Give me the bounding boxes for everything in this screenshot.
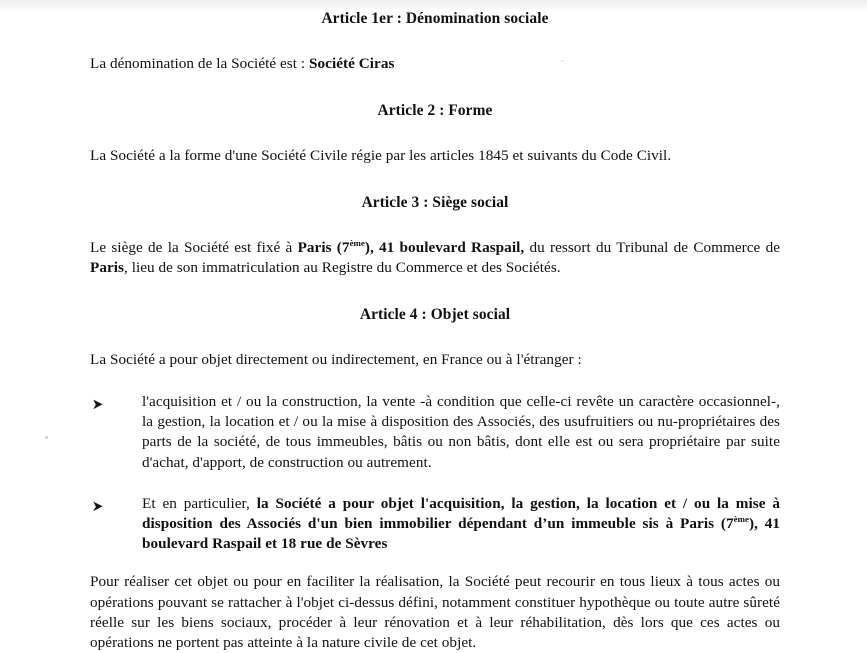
arrondissement-superscript: ème [733, 513, 749, 524]
list-item-text: l'acquisition et / ou la construction, la vente -à condition que celle-ci revête un caractère occasionnel-, la gestion, la location et / ou la mise à disposition des Associés, des usufruitiers ou nu-propriétaires des parts de la société, de tous immeubles, bâtis ou non bâtis, dont elle est ou sera propriétaire par suite d'achat, d'apport, de construction ou autrement. [142, 392, 780, 471]
article-3-paragraph [90, 238, 780, 278]
article-1-heading: Article 1er : Dénomination sociale [321, 10, 549, 27]
registered-office-middle: du ressort du Tribunal de Commerce de [524, 238, 781, 256]
article-2-paragraph: La Société a la forme d'une Société Civile régie par les articles 1845 et suivants du Code Civil. [90, 146, 672, 164]
registered-office-prefix: Le siège de la Société est fixé à [90, 238, 298, 256]
list-item [90, 392, 780, 473]
list-item [90, 494, 780, 555]
article-4-closing-paragraph: Pour réaliser cet objet ou pour en faciliter la réalisation, la Société peut recourir en tous lieux à tous actes ou opérations pouvant se rattacher à l'objet ci-dessus défini, notamment constituer hypothèque ou toute autre sûreté réelle sur les biens sociaux, procéder à leur rénovation et à leur réhabilitation, dès lors que ces actes ou opérations ne portent pas atteinte à la nature civile de cet objet. [90, 573, 780, 652]
registered-office-tail: , lieu de son immatriculation au Registre du Commerce et des Sociétés. [124, 258, 561, 276]
list-item-bold-part-2: ), 41 boulevard Raspail et 18 rue de Sèvres [142, 515, 781, 553]
company-name: Société Ciras [309, 54, 395, 72]
registered-office-address [298, 239, 525, 256]
tribunal-city: Paris [90, 258, 124, 276]
article-3-heading: Article 3 : Siège social [361, 193, 509, 211]
article-4-heading: Article 4 : Objet social [359, 305, 511, 323]
article-1-paragraph-prefix: La dénomination de la Société est : [90, 54, 310, 72]
list-item-text [142, 494, 780, 555]
arrondissement-superscript: ème [349, 237, 365, 248]
registered-office-city: Paris (7 [297, 238, 350, 256]
list-item-lead: Et en particulier, [142, 494, 257, 512]
article-4-intro: La Société a pour objet directement ou indirectement, en France ou à l'étranger : [90, 350, 582, 368]
article-2-heading: Article 2 : Forme [377, 101, 493, 119]
registered-office-street: ), 41 boulevard Raspail, [364, 238, 525, 256]
list-item-bold-part-1: la Société a pour objet l'acquisition, la gestion, la location et / ou la mise à disposition des Associés d'un bien immobilier dépendant d’un immeuble sis à Paris (7 [142, 494, 780, 532]
article-1-paragraph [90, 54, 780, 74]
arrowhead-bullet-icon [90, 392, 142, 411]
arrowhead-bullet-icon [90, 494, 142, 513]
